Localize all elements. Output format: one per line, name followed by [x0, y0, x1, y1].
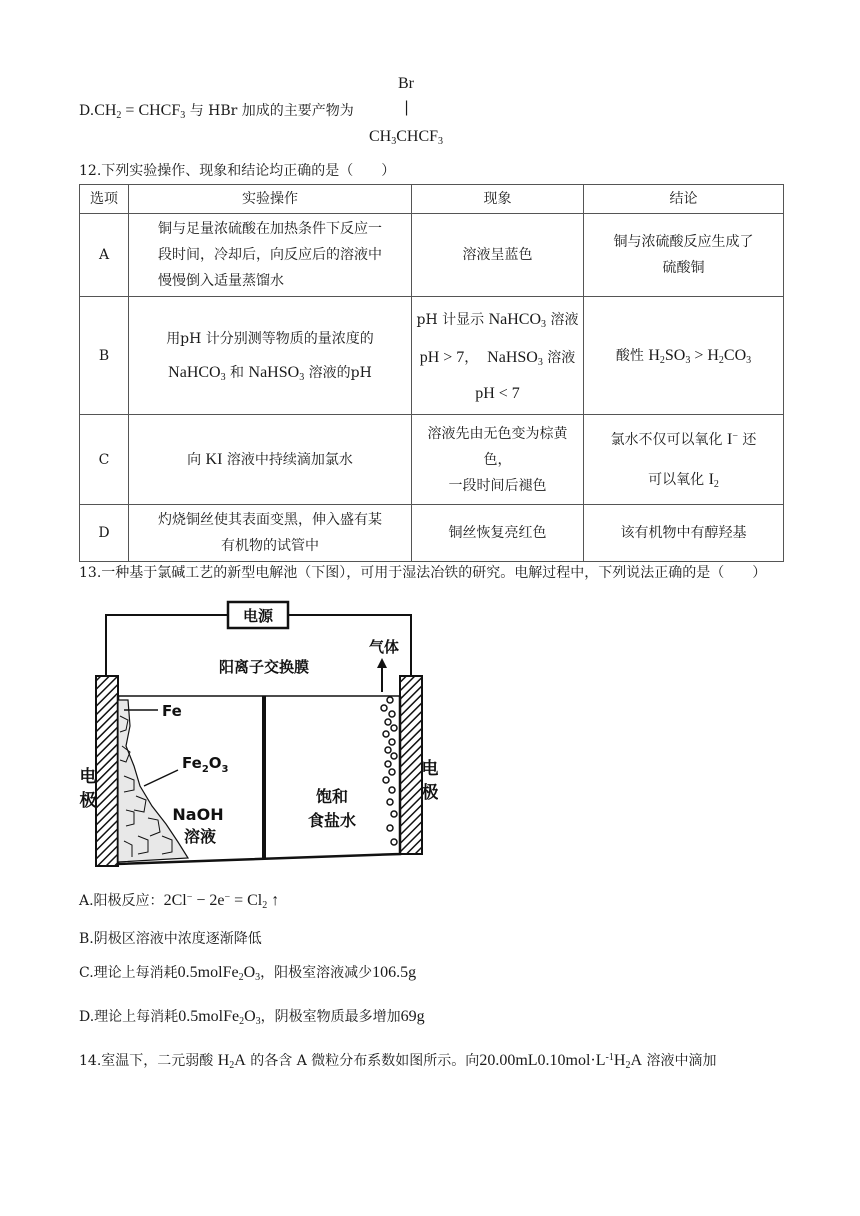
row-d-operation: 灼烧铜丝使其表面变黑，伸入盛有某 有机物的试管中 [129, 505, 412, 562]
brine-label-2: 食盐水 [307, 811, 357, 830]
header-conclusion: 结论 [584, 185, 784, 214]
row-c-operation: 向 KI 溶液中持续滴加氯水 [129, 415, 412, 505]
row-b-operation: 用pH 计分别测等物质的量浓度的 NaHCO$_3$ 和 NaHSO$_3$ 溶液的pH [129, 297, 412, 415]
row-d-phenomenon: 铜丝恢复亮红色 [412, 505, 584, 562]
power-label: 电源 [242, 607, 274, 625]
option-d-product-bond [404, 98, 409, 116]
reactant-formula: $CH_2$ = $CHCF_3$ [94, 102, 186, 121]
option-a-formula: $2Cl^- - 2e^- = Cl_2$ ↑ [163, 892, 280, 911]
option-d-text: 与 HBr 加成的主要产物为 [189, 103, 354, 119]
fe2o3-pointer [144, 770, 178, 786]
naoh-label: NaOH [172, 805, 224, 824]
gas-bubbles [381, 697, 397, 845]
row-a-phenomenon: 溶液呈蓝色 [412, 214, 584, 297]
row-c-phenomenon: 溶液先由无色变为棕黄色， 一段时间后褪色 [412, 415, 584, 505]
header-option: 选项 [80, 185, 129, 214]
row-a-operation: 铜与足量浓硫酸在加热条件下反应一 段时间，冷却后，向反应后的溶液中 慢慢倒入适量蒸馏水 [129, 214, 412, 297]
fe2o3-label: $Fe_2O_3$ [182, 754, 229, 775]
option-d-line [79, 100, 354, 120]
q13-stem: 13.一种基于氯碱工艺的新型电解池（下图），可用于湿法冶铁的研究。电解过程中，下列说法正确的是（ ） [79, 565, 767, 581]
row-b-option: B [80, 297, 129, 415]
row-c-option: C [80, 415, 129, 505]
left-electrode-label-2: 极 [79, 791, 97, 811]
row-d-conclusion: 该有机物中有醇羟基 [584, 505, 784, 562]
right-electrode [400, 676, 422, 854]
q13-option-a: A.阳极反应：$2Cl^- - 2e^- = Cl_2$ ↑ [79, 892, 280, 911]
table-row-d [80, 505, 784, 562]
row-d-option: D [80, 505, 129, 562]
fe-label: Fe [162, 702, 182, 720]
right-electrode-label-1: 电 [421, 759, 438, 779]
row-b-phenomenon: pH 计显示 NaHCO$_3$ 溶液 pH > 7， NaHSO$_3$ 溶液 pH < 7 [412, 297, 584, 415]
q13-option-d: D.理论上每消耗$0.5molFe_2O_3$，阴极室物质最多增加69g [79, 1008, 425, 1027]
right-electrode-label-2: 极 [421, 783, 438, 803]
row-a-option: A [80, 214, 129, 297]
option-d-product-formula: $CH_3CHCF_3$ [369, 128, 444, 147]
electrolysis-cell-diagram [78, 596, 438, 868]
row-b-conclusion: 酸性 $H_2SO_3 > H_2CO_3$ [584, 297, 784, 415]
table-header-row [80, 185, 784, 214]
naoh-solution-label: 溶液 [183, 827, 217, 846]
q12-table [79, 184, 784, 562]
option-d-product-br [398, 74, 414, 93]
table-row-c [80, 415, 784, 505]
wire-left [106, 615, 228, 676]
header-operation: 实验操作 [129, 185, 412, 214]
br-label: Br [398, 75, 414, 92]
bond-bar: | [404, 98, 410, 116]
gas-arrowhead [377, 658, 387, 668]
left-electrode-label-1: 电 [79, 767, 97, 787]
option-d-label: D. [79, 103, 95, 119]
table-row-b [80, 297, 784, 415]
q12-stem: 12.下列实验操作、现象和结论均正确的是（ ） [79, 163, 396, 179]
q13-option-c: C.理论上每消耗$0.5molFe_2O_3$，阳极室溶液减少106.5g [79, 964, 417, 983]
membrane-label: 阳离子交换膜 [218, 658, 310, 676]
left-electrode [96, 676, 118, 866]
table-row-a [80, 214, 784, 297]
q14-stem: 14.室温下，二元弱酸 $H_2A$ 的各含 A 微粒分布系数如图所示。向$20.00mL0.10mol\cdot L^{-1}H_2A$ 溶液中滴加 [79, 1052, 717, 1071]
row-a-conclusion: 铜与浓硫酸反应生成了 硫酸铜 [584, 214, 784, 297]
row-c-conclusion: 氯水不仅可以氧化 I− 还 可以氧化 $I_2$ [584, 415, 784, 505]
q13-option-b: B.阴极区溶液中浓度逐渐降低 [79, 931, 262, 947]
header-phenomenon: 现象 [412, 185, 584, 214]
brine-label-1: 饱和 [315, 787, 349, 806]
gas-label: 气体 [368, 638, 400, 656]
